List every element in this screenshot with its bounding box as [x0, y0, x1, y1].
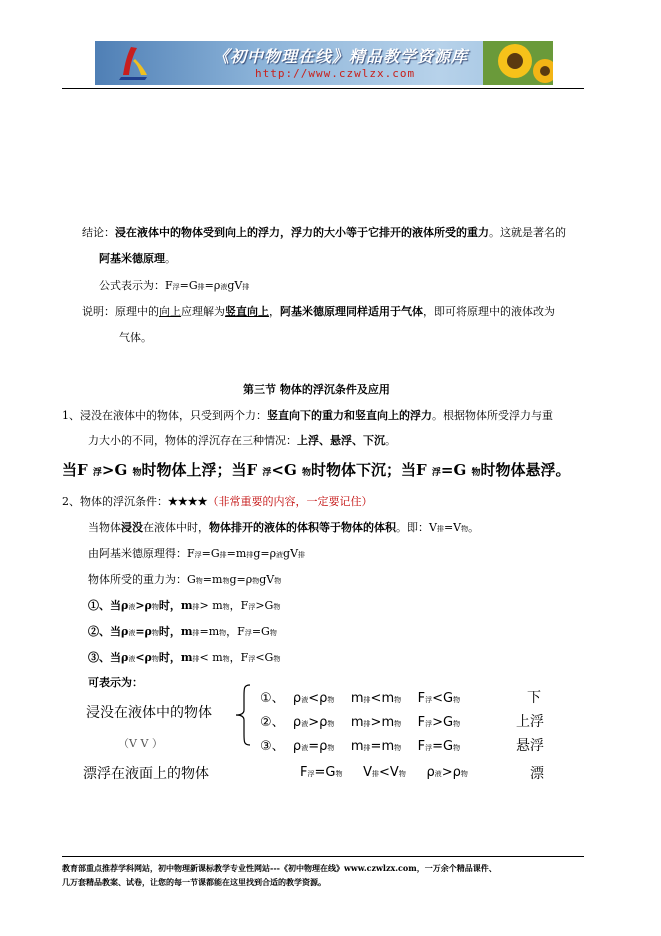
footer-line2: 几万套精品教案、试卷，让您的每一节课都能在这里找到合适的教学资源。 — [62, 877, 326, 887]
banner-url[interactable]: http://www.czwlzx.com — [255, 67, 416, 80]
gravity-line: 物体所受的重力为：G物=m物g=ρ物gV物 — [88, 573, 282, 586]
result-float: 漂 — [530, 766, 544, 782]
submerged-object-label: 浸没在液体中的物体 — [86, 705, 212, 721]
result-sink: 下 — [527, 690, 541, 706]
result-suspend: 悬浮 — [516, 738, 544, 754]
item1-line1: 1、浸没在液体中的物体，只受到两个力：竖直向下的重力和竖直向上的浮力。根据物体所受浮力与重 — [62, 409, 553, 422]
sunflower-icon — [483, 41, 553, 85]
condition-row-2: ②、 ρ液>ρ物 m排>m物 F浮>G物 — [260, 715, 461, 730]
footer-line1: 教育部重点推荐学科网站，初中物理新课标教学专业性网站---《初中物理在线》www.czwlzx.com，一万余个精品课件、 — [62, 863, 497, 873]
explanation-line2: 气体。 — [119, 331, 152, 344]
header-rule — [62, 88, 584, 89]
header-banner — [95, 41, 553, 85]
submerged-line: 当物体浸没在液体中时，物体排开的液体的体积等于物体的体积。即：V排=V物。 — [88, 521, 480, 534]
explanation-line: 说明：原理中的向上应理解为竖直向上，阿基米德原理同样适用于气体，即可将原理中的液体改为 — [82, 305, 555, 318]
left-brace-icon — [234, 684, 252, 746]
float-sink-summary: 当F 浮>G 物时物体上浮；当F 浮<G 物时物体下沉；当F 浮=G 物时物体悬浮。 — [62, 461, 571, 479]
case-line-1: ①、当ρ液>ρ物时，m排> m物，F浮>G物 — [88, 599, 281, 612]
archimedes-line: 由阿基米德原理得：F浮=G排=m排g=ρ液gV排 — [88, 547, 306, 560]
floating-object-label: 漂浮在液面上的物体 — [83, 766, 209, 782]
result-rise: 上浮 — [516, 714, 544, 730]
condition-row-3: ③、 ρ液=ρ物 m排=m物 F浮=G物 — [260, 739, 461, 754]
conclusion-line: 结论：浸在液体中的物体受到向上的浮力，浮力的大小等于它排开的液体所受的重力。这就是著名的 — [82, 226, 566, 239]
hidden-volume-note: （V V ） — [118, 737, 163, 750]
section-title: 第三节 物体的浮沉条件及应用 — [243, 383, 390, 396]
banner-title: 《初中物理在线》精品教学资源库 — [213, 47, 469, 66]
case-line-2: ②、当ρ液=ρ物时，m排=m物，F浮=G物 — [88, 625, 277, 638]
logo-icon — [117, 45, 151, 81]
case-line-3: ③、当ρ液<ρ物时，m排< m物，F浮<G物 — [88, 651, 281, 664]
conclusion-principle: 阿基米德原理。 — [99, 252, 176, 265]
representable-label: 可表示为： — [88, 676, 143, 689]
footer-rule — [62, 856, 584, 857]
item1-line2: 力大小的不同，物体的浮沉存在三种情况：上浮、悬浮、下沉。 — [88, 434, 396, 447]
floating-condition: F浮=G物 V排<V物 ρ液>ρ物 — [300, 765, 468, 780]
formula-line: 公式表示为：F浮=G排=ρ液gV排 — [99, 279, 250, 292]
condition-row-1: ①、 ρ液<ρ物 m排<m物 F浮<G物 — [260, 691, 461, 706]
item2-heading: 2、物体的浮沉条件：★★★★（非常重要的内容，一定要记住） — [62, 495, 373, 508]
